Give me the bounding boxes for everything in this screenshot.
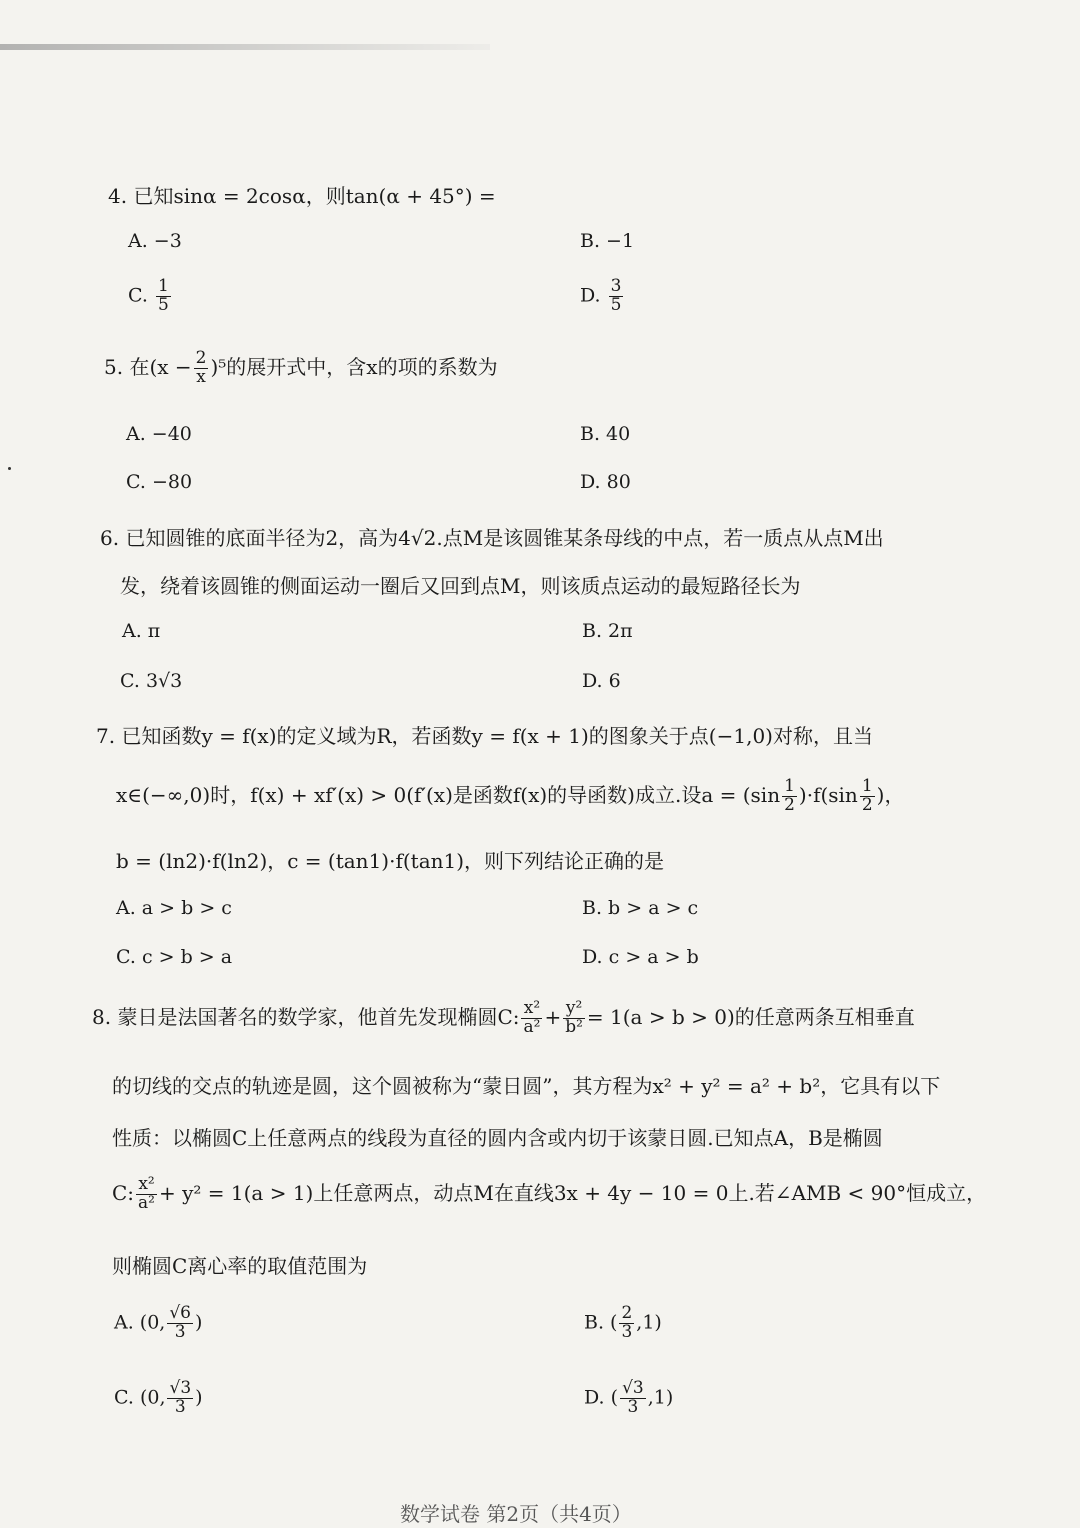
q8-c-suffix: ): [195, 1386, 203, 1409]
q8-option-b: [584, 1305, 662, 1342]
q8-line4-a: C:: [112, 1180, 135, 1205]
q4-d-num: 3: [610, 276, 622, 296]
q7-frac1-den: 2: [784, 794, 795, 815]
q8-line1-a: 8. 蒙日是法国著名的数学家，他首先发现椭圆C:: [92, 1004, 520, 1029]
q8-a-num: √6: [169, 1303, 191, 1323]
q4-option-b: B. −1: [580, 230, 635, 252]
q6-option-a: A. π: [122, 620, 161, 642]
q4-c-den: 5: [157, 294, 169, 315]
scan-artifact: [0, 44, 490, 50]
q5-text-b: )⁵的展开式中，含x的项的系数为: [210, 354, 498, 379]
q8-line1-b: = 1(a > b > 0)的任意两条互相垂直: [586, 1004, 915, 1029]
q8-a-suffix: ): [195, 1311, 203, 1334]
q5-option-c: C. −80: [126, 471, 193, 493]
question-4: 4. 已知sinα = 2cosα，则tan(α + 45°) =: [108, 184, 496, 208]
q8-option-c: [114, 1380, 203, 1417]
question-7-line-2: [116, 778, 904, 815]
question-8-line-5: 则椭圆C离心率的取值范围为: [112, 1254, 368, 1278]
question-8-line-4: [112, 1176, 986, 1213]
q8-a-prefix: A. (0,: [114, 1311, 166, 1334]
question-7-line-1: 7. 已知函数y = f(x)的定义域为R，若函数y = f(x + 1)的图象关于点(−1,0)对称，且当: [96, 724, 873, 748]
page-footer: 数学试卷 第2页（共4页）: [400, 1502, 632, 1526]
q8-c-fraction: [167, 1380, 193, 1417]
q4-c-prefix: C.: [128, 284, 148, 307]
q8-option-a: [114, 1305, 202, 1342]
q7-frac2-num: 1: [861, 776, 873, 796]
q6-option-b: B. 2π: [582, 620, 633, 642]
q5-option-a: A. −40: [126, 423, 192, 445]
q8-b-prefix: B. (: [584, 1311, 618, 1334]
question-6-line-2: 发，绕着该圆锥的侧面运动一圈后又回到点M，则该质点运动的最短路径长为: [120, 574, 801, 598]
q8-frac1-num: x²: [521, 1000, 542, 1019]
q8-d-prefix: D. (: [584, 1386, 619, 1409]
q8-b-fraction: [619, 1305, 634, 1342]
q7-line2-c: )，: [876, 782, 905, 807]
q7-option-a: A. a > b > c: [116, 897, 232, 919]
q8-d-num: √3: [622, 1378, 644, 1398]
q7-option-c: C. c > b > a: [116, 946, 233, 968]
q4-d-den: 5: [610, 294, 622, 315]
q8-d-fraction: [620, 1380, 646, 1417]
question-8-line-3: 性质：以椭圆C上任意两点的线段为直径的圆内含或内切于该蒙日圆.已知点A，B是椭圆: [112, 1126, 883, 1150]
q6-option-c: C. 3√3: [120, 670, 183, 692]
q5-fraction: [194, 350, 209, 387]
scan-dot: [8, 467, 11, 470]
q7-option-d: D. c > a > b: [582, 946, 699, 968]
q8-a-den: 3: [174, 1321, 186, 1342]
q8-option-d: [584, 1380, 673, 1417]
q7-line2-b: )·f(sin: [798, 782, 858, 807]
q7-line2-a: x∈(−∞,0)时，f(x) + xf′(x) > 0(f′(x)是函数f(x)的导函数)成立.设a = (sin: [116, 782, 781, 807]
q7-frac2-den: 2: [861, 794, 873, 815]
question-6-line-1: 6. 已知圆锥的底面半径为2，高为4√2.点M是该圆锥某条母线的中点，若一质点从点M出: [100, 526, 884, 550]
q8-frac3-num: x²: [136, 1176, 157, 1195]
q8-d-suffix: ,1): [647, 1386, 674, 1409]
q5-text-a: 5. 在(x −: [104, 354, 192, 379]
q8-b-num: 2: [621, 1303, 633, 1323]
q8-b-suffix: ,1): [636, 1311, 662, 1334]
q8-b-den: 3: [621, 1321, 633, 1342]
q4-d-prefix: D.: [580, 284, 601, 307]
q5-frac-num: 2: [195, 348, 207, 368]
q5-option-b: B. 40: [580, 423, 631, 445]
q7-fraction-2: [860, 778, 875, 815]
q4-d-fraction: [609, 278, 624, 315]
q8-c-prefix: C. (0,: [114, 1386, 166, 1409]
q4-c-num: 1: [157, 276, 169, 296]
q8-frac3-den: a²: [138, 1192, 155, 1213]
q8-frac1-den: a²: [523, 1016, 541, 1037]
q5-option-d: D. 80: [580, 471, 631, 493]
q8-d-den: 3: [627, 1396, 639, 1417]
q8-fraction-x2a2: [521, 1000, 542, 1037]
question-8-line-1: [92, 1000, 915, 1037]
q4-c-fraction: [156, 278, 171, 315]
q8-fraction-x2a2-b: [136, 1176, 157, 1213]
question-7-line-3: b = (ln2)·f(ln2)，c = (tan1)·f(tan1)，则下列结论正确的是: [116, 849, 665, 873]
q6-option-d: D. 6: [582, 670, 621, 692]
q8-line1-plus: +: [544, 1004, 562, 1029]
q7-fraction-1: [782, 778, 797, 815]
question-5: [104, 350, 498, 387]
q4-option-d: [580, 278, 625, 315]
q7-frac1-num: 1: [784, 776, 795, 796]
q4-option-c: [128, 278, 173, 315]
question-8-line-2: 的切线的交点的轨迹是圆，这个圆被称为“蒙日圆”，其方程为x² + y² = a² + b²，它具有以下: [112, 1074, 941, 1098]
q4-option-a: A. −3: [128, 230, 182, 252]
q8-frac2-den: b²: [565, 1016, 583, 1037]
q8-a-fraction: [167, 1305, 193, 1342]
q7-option-b: B. b > a > c: [582, 897, 699, 919]
q8-c-den: 3: [174, 1396, 186, 1417]
q8-frac2-num: y²: [563, 1000, 585, 1019]
q8-fraction-y2b2: [563, 1000, 585, 1037]
q8-line4-b: + y² = 1(a > 1)上任意两点，动点M在直线3x + 4y − 10 = 0上.若∠AMB < 90°恒成立，: [159, 1180, 987, 1205]
q8-c-num: √3: [169, 1378, 192, 1398]
q5-frac-den: x: [196, 366, 206, 387]
